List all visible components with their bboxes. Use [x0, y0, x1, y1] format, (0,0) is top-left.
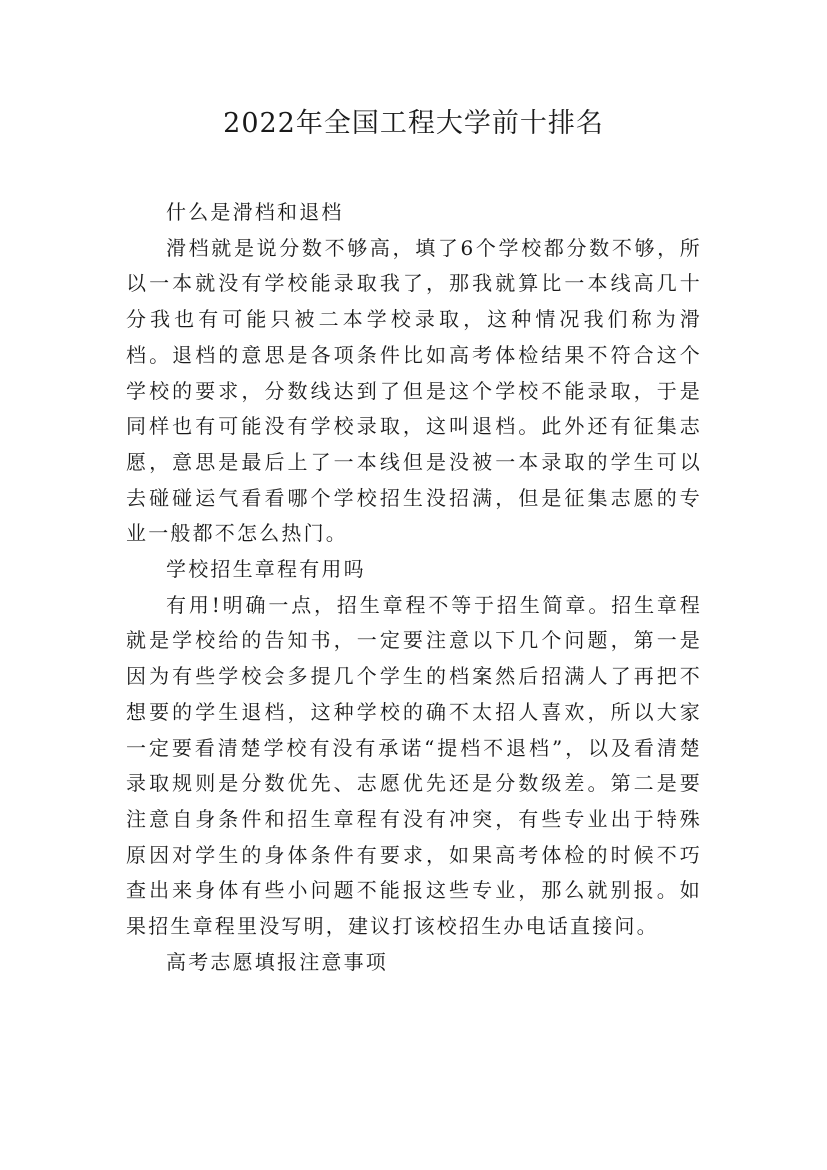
- paragraph-slide-and-reject: 滑档就是说分数不够高，填了6个学校都分数不够，所以一本就没有学校能录取我了，那我就算比一本线高几十分我也有可能只被二本学校录取，这种情况我们称为滑档。退档的意思是各项条件比如高考体检结果不符合这个学校的要求，分数线达到了但是这个学校不能录取，于是同样也有可能没有学校录取，这叫退档。此外还有征集志愿，意思是最后上了一本线但是没被一本录取的学生可以去碰碰运气看看哪个学校招生没招满，但是征集志愿的专业一般都不怎么热门。: [126, 235, 702, 546]
- section-heading-admission-charter: 学校招生章程有用吗: [166, 557, 366, 582]
- section-heading-application-notes: 高考志愿填报注意事项: [166, 949, 388, 974]
- section-heading-slide-and-reject: 什么是滑档和退档: [166, 200, 344, 224]
- paragraph-admission-charter: 有用!明确一点，招生章程不等于招生简章。招生章程就是学校给的告知书，一定要注意以下几个问题，第一是因为有些学校会多提几个学生的档案然后招满人了再把不想要的学生退档，这种学校的确不太招人喜欢，所以大家一定要看清楚学校有没有承诺“提档不退档”，以及看清楚录取规则是分数优先、志愿优先还是分数级差。第二是要注意自身条件和招生章程有没有冲突，有些专业出于特殊原因对学生的身体条件有要求，如果高考体检的时候不巧查出来身体有些小问题不能报这些专业，那么就别报。如果招生章程里没写明，建议打该校招生办电话直接问。: [126, 592, 702, 939]
- page-title: 2022年全国工程大学前十排名: [223, 108, 604, 139]
- document-body: [126, 195, 702, 980]
